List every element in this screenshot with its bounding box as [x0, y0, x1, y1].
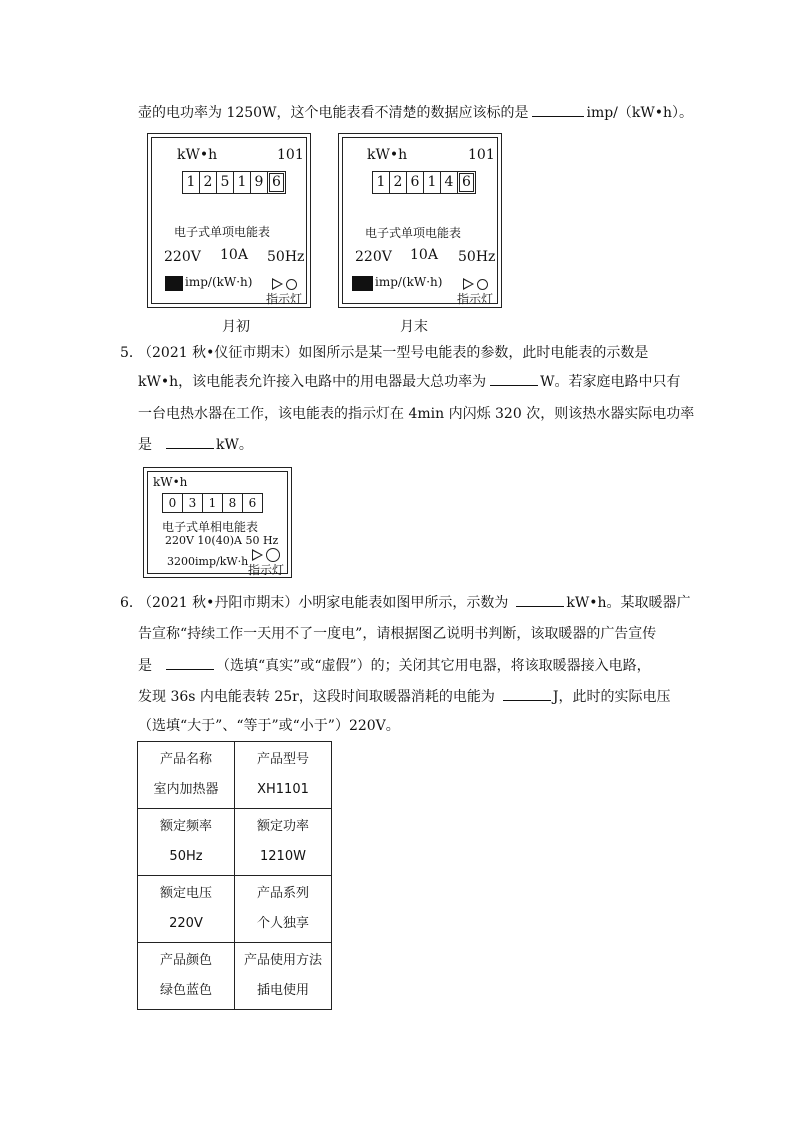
- q4-text-before: 壶的电功率为 1250W，这个电能表看不清楚的数据应该标的是: [138, 105, 529, 121]
- q6-text: 是: [138, 658, 152, 674]
- cell-value: XH1101: [257, 782, 309, 797]
- q5-text: W。若家庭电路中只有: [540, 374, 681, 390]
- digit: 8: [223, 494, 243, 512]
- indicator-label: 指示灯: [266, 292, 303, 306]
- table-cell: [235, 943, 332, 1010]
- digit: 3: [183, 494, 203, 512]
- q6-text: （2021 秋•丹阳市期末）小明家电能表如图甲所示，示数为: [138, 595, 509, 611]
- table-row: [138, 943, 332, 1010]
- meter-digits: [182, 171, 286, 194]
- table-cell: [235, 742, 332, 809]
- table-row: [138, 809, 332, 876]
- question-number-6: 6．: [120, 595, 143, 611]
- q6-text: 发现 36s 内电能表转 25r，这段时间取暖器消耗的电能为: [138, 689, 495, 705]
- meter-digits: [162, 493, 263, 513]
- meter-frequency: 50Hz: [458, 249, 496, 265]
- energy-meter-start: [147, 133, 311, 308]
- digit-decimal: 6: [459, 173, 474, 192]
- meter-title: 电子式单项电能表: [365, 226, 462, 240]
- q5-line-3: [138, 404, 694, 424]
- digit: 2: [390, 172, 407, 193]
- indicator-triangle-icon: [463, 278, 474, 290]
- digit: 4: [441, 172, 458, 193]
- q5-text: 是: [138, 437, 152, 453]
- cell-value: 个人独享: [256, 916, 309, 931]
- q5-text: kW。: [216, 437, 253, 453]
- meter-panel: [147, 471, 288, 577]
- meter-current: 10A: [410, 247, 438, 263]
- meter-frequency: 50Hz: [267, 249, 305, 265]
- q6-text: J，此时的实际电压: [552, 689, 671, 705]
- cell-value: 50Hz: [169, 849, 203, 864]
- q6-line-2: [138, 624, 656, 644]
- table-row: [138, 876, 332, 943]
- q6-line-5: [138, 716, 400, 736]
- q4-tail-line: [138, 103, 693, 123]
- meter-digits: [372, 171, 476, 194]
- digit: 1: [234, 172, 251, 193]
- meter-caption-end: 月末: [400, 319, 428, 335]
- answer-blank[interactable]: [166, 435, 214, 449]
- meter-panel: [342, 137, 498, 304]
- indicator-triangle-icon: [272, 278, 283, 290]
- obscured-value-box: [352, 276, 373, 291]
- table-cell: [235, 809, 332, 876]
- answer-blank[interactable]: [503, 687, 551, 701]
- indicator-label: 指示灯: [248, 563, 285, 577]
- meter-unit: kW•h: [367, 147, 408, 163]
- answer-blank[interactable]: [516, 593, 564, 607]
- indicator-triangle-icon: [252, 549, 263, 561]
- q4-text-after: imp/（kW•h）。: [586, 105, 694, 121]
- digit: 1: [183, 172, 200, 193]
- answer-blank[interactable]: [490, 372, 538, 386]
- meter-spec: 220V 10(40)A 50 Hz: [165, 534, 279, 547]
- digit: 9: [251, 172, 268, 193]
- meter-voltage: 220V: [355, 249, 392, 265]
- question-number-5: 5．: [120, 345, 143, 361]
- q5-line-4: [138, 435, 253, 455]
- meter-unit: kW•h: [153, 475, 188, 489]
- digit: 2: [200, 172, 217, 193]
- digit-decimal: 6: [269, 173, 284, 192]
- cell-value: 插电使用: [256, 983, 309, 998]
- cell-label: 产品系列: [256, 886, 309, 901]
- cell-label: 额定频率: [159, 819, 212, 834]
- obscured-value-box: [165, 276, 183, 291]
- meter-current: 10A: [220, 247, 248, 263]
- table-cell: [138, 742, 235, 809]
- q5-line-2: [138, 372, 681, 392]
- cell-value: 1210W: [260, 849, 306, 864]
- table-row: [138, 742, 332, 809]
- cell-value: 室内加热器: [153, 782, 219, 797]
- q6-text: 告宣称“持续工作一天用不了一度电”，请根据图乙说明书判断，该取暖器的广告宣传: [138, 626, 657, 642]
- table-cell: [235, 876, 332, 943]
- q6-text: （选填“真实”或“虚假”）的；关闭其它用电器，将该取暖器接入电路，: [216, 658, 651, 674]
- indicator-light-icon: [286, 279, 297, 290]
- q6-text: （选填“大于”、“等于”或“小于”）220V。: [138, 718, 400, 734]
- q5-line-1: [138, 343, 648, 363]
- meter-caption-start: 月初: [222, 319, 250, 335]
- cell-label: 产品名称: [159, 752, 212, 767]
- table-cell: [138, 876, 235, 943]
- cell-label: 额定功率: [256, 819, 309, 834]
- digit: 1: [373, 172, 390, 193]
- meter-serial: 101: [277, 147, 304, 163]
- answer-blank[interactable]: [532, 103, 584, 117]
- digit: 1: [203, 494, 223, 512]
- cell-label: 产品型号: [256, 752, 309, 767]
- meter-imp-unit: imp/(kW·h): [375, 275, 443, 289]
- cell-label: 额定电压: [159, 886, 212, 901]
- answer-blank[interactable]: [166, 656, 214, 670]
- meter-title: 电子式单相电能表: [162, 520, 259, 534]
- digit: 0: [163, 494, 183, 512]
- meter-imp-unit: imp/(kW·h): [185, 275, 253, 289]
- q6-line-3: [138, 656, 651, 676]
- meter-title: 电子式单项电能表: [174, 225, 271, 239]
- table-cell: [138, 809, 235, 876]
- meter-serial: 101: [468, 147, 495, 163]
- cell-value: 绿色蓝色: [159, 983, 212, 998]
- indicator-label: 指示灯: [457, 292, 494, 306]
- cell-label: 产品使用方法: [243, 953, 322, 968]
- indicator-light-icon: [477, 279, 488, 290]
- meter-panel: [151, 137, 307, 304]
- q5-text: kW•h，该电能表允许接入电路中的用电器最大总功率为: [138, 374, 487, 390]
- q6-line-4: [138, 687, 670, 707]
- cell-label: 产品颜色: [159, 953, 212, 968]
- digit: 5: [217, 172, 234, 193]
- digit: 6: [248, 496, 257, 510]
- indicator-light-icon: [266, 548, 280, 562]
- digit: 6: [407, 172, 424, 193]
- meter-imp-rate: 3200imp/kW·h: [167, 555, 249, 568]
- energy-meter-end: [338, 133, 502, 308]
- meter-voltage: 220V: [164, 249, 201, 265]
- table-cell: [138, 943, 235, 1010]
- heater-spec-table: [137, 741, 332, 1010]
- energy-meter-q5: [143, 467, 292, 578]
- digit: 1: [424, 172, 441, 193]
- q6-line-1: [138, 593, 691, 613]
- cell-value: 220V: [169, 916, 203, 931]
- q5-text: 一台电热水器在工作，该电能表的指示灯在 4min 内闪烁 320 次，则该热水器实际电功率: [138, 406, 695, 422]
- q5-text: （2021 秋•仪征市期末）如图所示是某一型号电能表的参数，此时电能表的示数是: [138, 345, 649, 361]
- q6-text: kW•h。某取暖器广: [566, 595, 691, 611]
- meter-unit: kW•h: [177, 147, 218, 163]
